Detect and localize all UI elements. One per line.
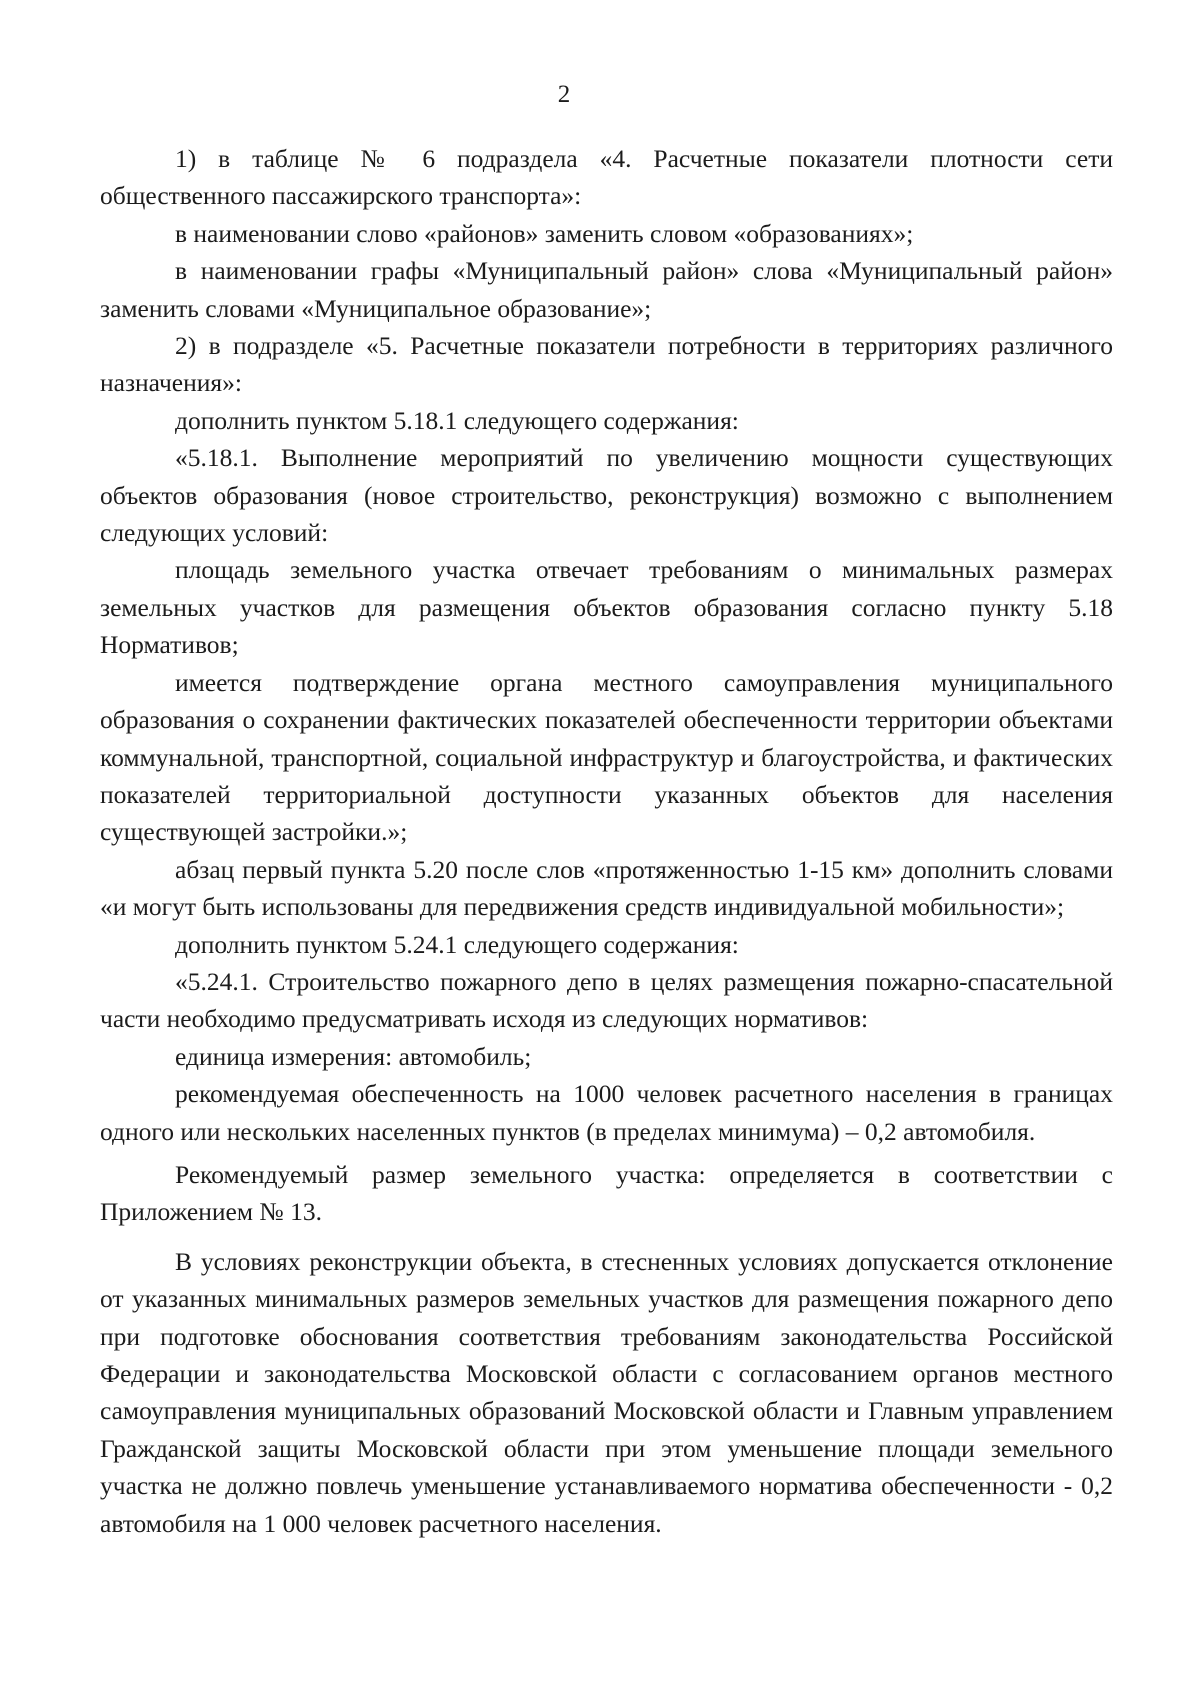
paragraph-column-change: в наименовании графы «Муниципальный район» слова «Муниципальный район» заменить словами «Муниципальное образование»; — [100, 256, 1113, 323]
paragraph-amendment-1: 1) в таблице № 6 подраздела «4. Расчетные показатели плотности сети общественного пассажирского транспорта»: — [100, 144, 1113, 211]
paragraph-name-change: в наименовании слово «районов» заменить словом «образованиях»; — [175, 218, 914, 248]
paragraph-5-20-change: абзац первый пункта 5.20 после слов «протяженностью 1-15 км» дополнить словами «и могут быть использованы для передвижения средств индивидуальной мобильности»; — [100, 854, 1113, 922]
paragraph-confirmation-condition: имеется подтверждение органа местного самоуправления муниципального образования о сохранении фактических показателей обеспеченности территории объектами коммунальной, транспортной, социальной инфраструктур и благоустройства, и фактических показателей территориальной доступности указанных объектов для населения существующей застройки.»; — [100, 667, 1113, 847]
paragraph-unit: единица измерения: автомобиль; — [175, 1041, 532, 1071]
paragraph-land-area-condition: площадь земельного участка отвечает требованиям о минимальных размерах земельных участков для размещения объектов образования согласно пункту 5.18 Нормативов; — [100, 555, 1113, 660]
document-body — [100, 140, 1113, 1542]
paragraph-5-18-1: «5.18.1. Выполнение мероприятий по увеличению мощности существующих объектов образования (новое строительство, реконструкция) возможно с выполнением следующих условий: — [100, 443, 1113, 548]
paragraph-amendment-2: 2) в подразделе «5. Расчетные показатели потребности в территориях различного назначения»: — [100, 331, 1113, 398]
paragraph-5-24-1: «5.24.1. Строительство пожарного депо в целях размещения пожарно-спасательной части необходимо предусматривать исходя из следующих нормативов: — [100, 966, 1113, 1034]
paragraph-add-5-18-1: дополнить пунктом 5.18.1 следующего содержания: — [175, 405, 739, 435]
paragraph-recommended-provision: рекомендуемая обеспеченность на 1000 человек расчетного населения в границах одного или нескольких населенных пунктов (в пределах минимума) – 0,2 автомобиля. — [100, 1079, 1113, 1146]
paragraph-reconstruction: В условиях реконструкции объекта, в стесненных условиях допускается отклонение от указанных минимальных размеров земельных участков для размещения пожарного депо при подготовке обоснования соответствия требованиям законодательства Российской Федерации и законодательства Московской области с согласованием органов местного самоуправления муниципальных образований Московской области и Главным управлением Гражданской защиты Московской области при этом уменьшение площади земельного участка не должно повлечь уменьшение устанавливаемого норматива обеспеченности - 0,2 автомобиля на 1 000 человек расчетного населения. — [100, 1246, 1113, 1538]
page-number: 2 — [557, 81, 571, 108]
paragraph-add-5-24-1: дополнить пунктом 5.24.1 следующего содержания: — [175, 929, 739, 959]
paragraph-land-size: Рекомендуемый размер земельного участка: определяется в соответствии с Приложением № 13. — [100, 1159, 1113, 1227]
